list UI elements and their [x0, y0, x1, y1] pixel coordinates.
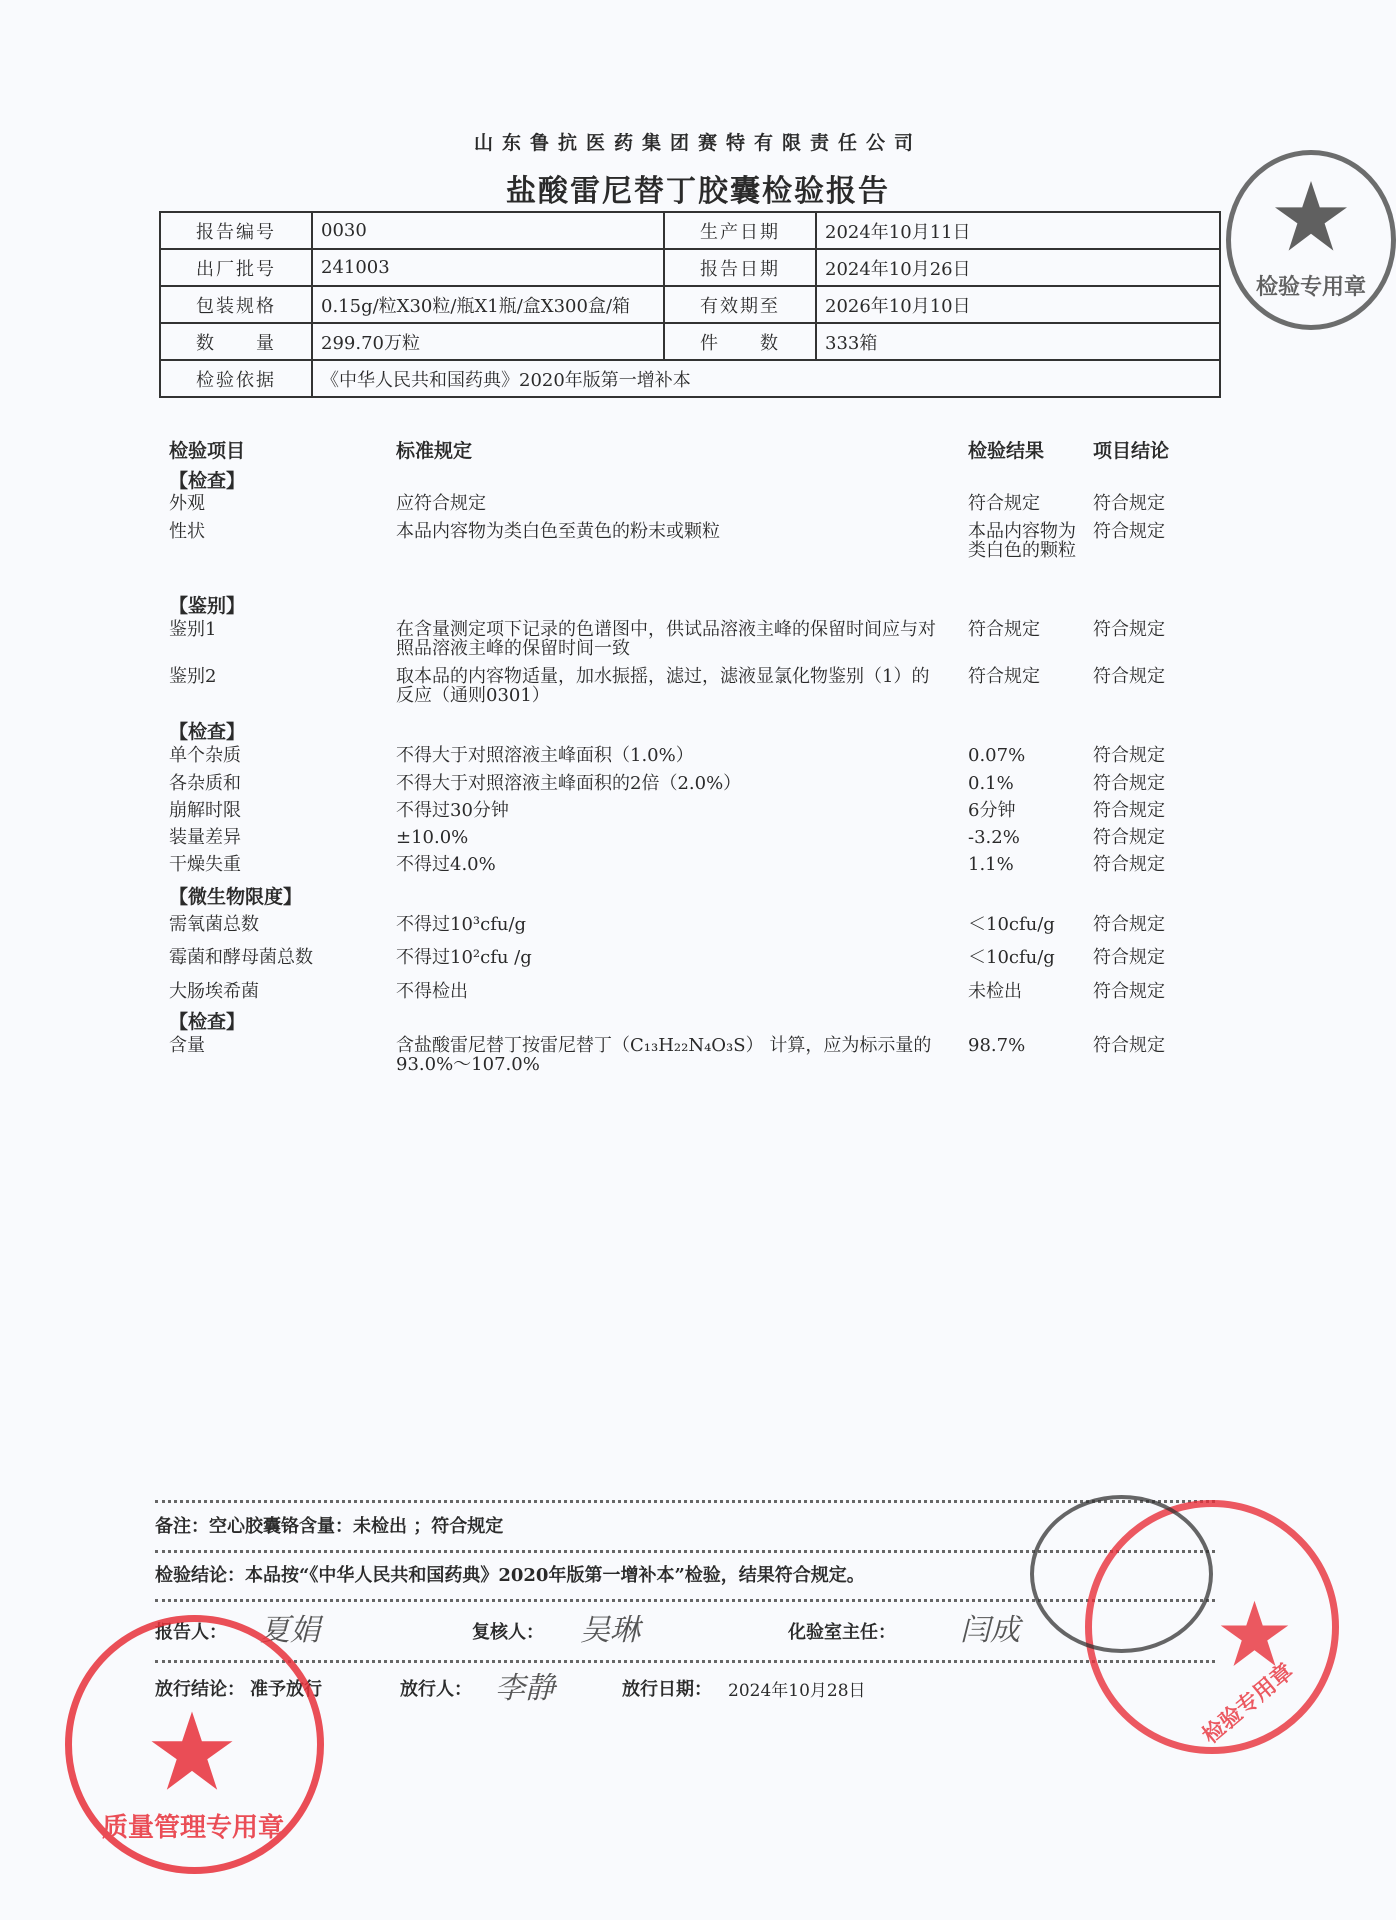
row-result: 未检出 — [968, 981, 1022, 1002]
row-conclusion: 符合规定 — [1093, 914, 1165, 935]
reporter-signature: 夏娟 — [260, 1613, 320, 1648]
row-item: 霉菌和酵母菌总数 — [169, 947, 313, 968]
row-item: 含量 — [169, 1035, 205, 1056]
row-standard: 不得大于对照溶液主峰面积（1.0%） — [396, 745, 694, 766]
row-standard: 应符合规定 — [396, 493, 486, 514]
row-result: 符合规定 — [968, 619, 1040, 640]
divider — [155, 1660, 1215, 1663]
row-result: 符合规定 — [968, 493, 1040, 514]
row-conclusion: 符合规定 — [1093, 981, 1165, 1002]
row-conclusion: 符合规定 — [1093, 745, 1165, 766]
section-check: 【检查】 — [169, 470, 246, 492]
star-icon — [147, 1707, 237, 1797]
remarks: 备注：空心胶囊铬含量：未检出 ；符合规定 — [155, 1516, 504, 1537]
info-value: 2024年10月11日 — [816, 212, 1220, 249]
row-conclusion: 符合规定 — [1093, 800, 1165, 821]
release-date-label: 放行日期： — [622, 1679, 712, 1700]
release-label: 放行结论： — [155, 1679, 245, 1700]
row-conclusion: 符合规定 — [1093, 773, 1165, 794]
row-item: 单个杂质 — [169, 745, 241, 766]
info-value: 299.70万粒 — [312, 323, 664, 360]
col-standard: 标准规定 — [396, 440, 473, 462]
row-item: 崩解时限 — [169, 800, 241, 821]
info-label: 有效期至 — [664, 286, 816, 323]
info-label: 数 量 — [160, 323, 312, 360]
releaser-signature: 李静 — [495, 1671, 555, 1706]
row-standard: 不得过30分钟 — [396, 800, 509, 821]
row-standard: 在含量测定项下记录的色谱图中，供试品溶液主峰的保留时间应与对照品溶液主峰的保留时间一致 — [396, 619, 936, 659]
col-conclusion: 项目结论 — [1093, 440, 1170, 462]
info-table — [159, 211, 1221, 398]
releaser-label: 放行人： — [400, 1679, 472, 1700]
row-result: 0.07% — [968, 745, 1026, 766]
row-conclusion: 符合规定 — [1093, 827, 1165, 848]
info-label: 报告日期 — [664, 249, 816, 286]
director-signature: 闫成 — [960, 1613, 1020, 1648]
info-value: 333箱 — [816, 323, 1220, 360]
company-name: 山东鲁抗医药集团赛特有限责任公司 — [473, 132, 922, 154]
seal-lettering: 质量管理专用章 — [102, 1813, 285, 1843]
row-item: 外观 — [169, 493, 205, 514]
row-item: 干燥失重 — [169, 854, 241, 875]
row-result: 1.1% — [968, 854, 1014, 875]
star-icon — [1271, 177, 1351, 257]
row-result: ＜10cfu/g — [968, 914, 1055, 935]
basis-row — [160, 360, 1220, 397]
row-conclusion: 符合规定 — [1093, 1035, 1165, 1056]
row-item: 鉴别2 — [169, 666, 217, 687]
row-result: 符合规定 — [968, 666, 1040, 687]
row-standard: 不得过10²cfu /g — [396, 947, 532, 968]
row-item: 性状 — [169, 521, 205, 542]
conclusion: 检验结论：本品按“《中华人民共和国药典》2020年版第一增补本”检验，结果符合规定。 — [155, 1565, 865, 1586]
info-row — [160, 286, 1220, 323]
row-item: 各杂质和 — [169, 773, 241, 794]
reviewer-label: 复核人： — [472, 1622, 544, 1643]
row-item: 大肠埃希菌 — [169, 981, 259, 1002]
row-result: ＜10cfu/g — [968, 947, 1055, 968]
row-conclusion: 符合规定 — [1093, 493, 1165, 514]
section-check: 【检查】 — [169, 721, 246, 743]
info-label: 报告编号 — [160, 212, 312, 249]
report-title: 盐酸雷尼替丁胶囊检验报告 — [506, 174, 890, 209]
info-value: 0030 — [312, 212, 664, 249]
row-result: 98.7% — [968, 1035, 1026, 1056]
row-standard: 不得检出 — [396, 981, 468, 1002]
reviewer-signature: 吴琳 — [580, 1613, 640, 1648]
row-item: 装量差异 — [169, 827, 241, 848]
info-label: 包装规格 — [160, 286, 312, 323]
row-result: 6分钟 — [968, 800, 1016, 821]
seal-lettering: 检验专用章 — [1197, 1658, 1299, 1749]
row-result: 本品内容物为类白色的颗粒 — [968, 521, 1076, 561]
row-item: 鉴别1 — [169, 619, 217, 640]
row-item: 需氧菌总数 — [169, 914, 259, 935]
info-label: 件 数 — [664, 323, 816, 360]
section-check: 【检查】 — [169, 1011, 246, 1033]
basis-value: 《中华人民共和国药典》2020年版第一增补本 — [312, 360, 1220, 397]
row-standard: 不得过4.0% — [396, 854, 496, 875]
row-standard: 不得大于对照溶液主峰面积的2倍（2.0%） — [396, 773, 742, 794]
row-conclusion: 符合规定 — [1093, 947, 1165, 968]
row-standard: 含盐酸雷尼替丁按雷尼替丁（C₁₃H₂₂N₄O₃S） 计算，应为标示量的93.0%～107.0% — [396, 1035, 932, 1075]
director-label: 化验室主任： — [788, 1622, 896, 1643]
info-label: 生产日期 — [664, 212, 816, 249]
info-row — [160, 249, 1220, 286]
release-value: 准予放行 — [250, 1679, 322, 1700]
row-result: -3.2% — [968, 827, 1020, 848]
col-result: 检验结果 — [968, 440, 1045, 462]
section-identify: 【鉴别】 — [169, 595, 246, 617]
row-standard: 本品内容物为类白色至黄色的粉末或颗粒 — [396, 521, 720, 542]
row-conclusion: 符合规定 — [1093, 854, 1165, 875]
row-standard: 取本品的内容物适量，加水振摇，滤过，滤液显氯化物鉴别（1）的反应（通则0301） — [396, 666, 930, 706]
info-value: 0.15g/粒X30粒/瓶X1瓶/盒X300盒/箱 — [312, 286, 664, 323]
section-micro: 【微生物限度】 — [169, 886, 303, 908]
row-conclusion: 符合规定 — [1093, 619, 1165, 640]
col-item: 检验项目 — [169, 440, 246, 462]
company-seal — [1226, 150, 1396, 330]
row-conclusion: 符合规定 — [1093, 521, 1165, 542]
info-row — [160, 323, 1220, 360]
reporter-label: 报告人： — [155, 1622, 227, 1643]
release-seal — [1030, 1495, 1213, 1653]
row-conclusion: 符合规定 — [1093, 666, 1165, 687]
info-label: 出厂批号 — [160, 249, 312, 286]
info-value: 2024年10月26日 — [816, 249, 1220, 286]
divider — [155, 1500, 1215, 1503]
row-standard: ±10.0% — [396, 827, 469, 848]
info-value: 241003 — [312, 249, 664, 286]
basis-label: 检验依据 — [160, 360, 312, 397]
row-result: 0.1% — [968, 773, 1014, 794]
info-value: 2026年10月10日 — [816, 286, 1220, 323]
info-row — [160, 212, 1220, 249]
release-date: 2024年10月28日 — [728, 1681, 866, 1701]
seal-lettering: 检验专用章 — [1256, 274, 1367, 300]
qa-seal-left — [65, 1615, 324, 1874]
row-standard: 不得过10³cfu/g — [396, 914, 527, 935]
